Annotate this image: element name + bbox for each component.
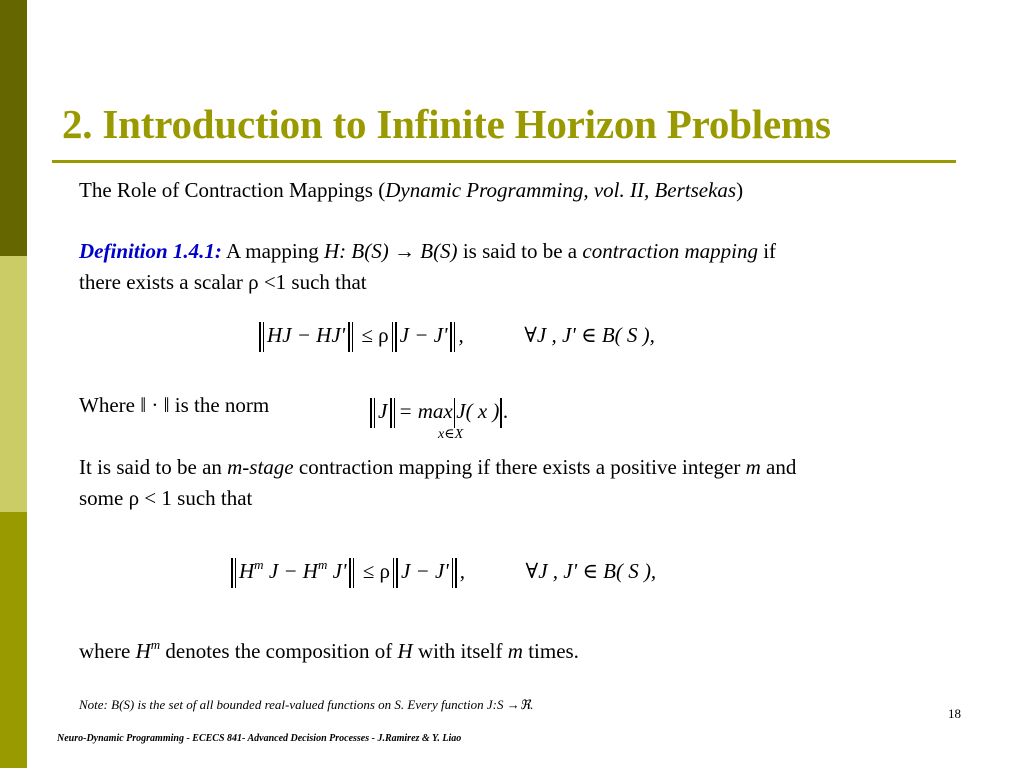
- norm-eq-max: = max: [398, 398, 453, 423]
- formula1-quantifier: ∀J , J' ∈ B( S ),: [524, 322, 655, 347]
- norm-J: J: [378, 398, 388, 423]
- mstage-text-3: and: [760, 455, 797, 479]
- mstage-line-1: [79, 452, 796, 483]
- footnote: Note: B(S) is the set of all bounded real-valued functions on S. Every function J:S →ℜ.: [79, 697, 534, 712]
- abs-bar-right: [500, 398, 502, 428]
- norm-bars-left: [258, 322, 265, 352]
- mstage-term: m-stage: [227, 455, 294, 479]
- norm-bars-open: [369, 398, 376, 428]
- max-subscript: x∈X: [438, 427, 464, 442]
- sidebar-decoration: [0, 0, 27, 768]
- formula2-mid-1: J − H: [263, 558, 318, 583]
- norm-bars-right: [347, 322, 354, 352]
- composition-line: [79, 636, 579, 667]
- definition-text-2: is said to be a: [457, 239, 583, 263]
- formula2-sup-m-1: m: [254, 556, 264, 572]
- comp-m: m: [507, 639, 523, 663]
- mstage-m: m: [745, 455, 761, 479]
- definition-text-1: A mapping: [221, 239, 325, 263]
- formula1-mid: J − J': [399, 322, 448, 347]
- formula2-comma: ,: [459, 558, 466, 583]
- formula2-leq: ≤ ρ: [362, 558, 390, 583]
- title-underline: [52, 160, 956, 163]
- norm-bars-right-4: [451, 558, 458, 588]
- definition-line-1: [79, 236, 776, 267]
- definition-line-2: there exists a scalar ρ <1 such that: [79, 270, 367, 294]
- page-number: 18: [948, 706, 961, 721]
- comp-text-2: denotes the composition of: [160, 639, 398, 663]
- contraction-formula: [256, 322, 655, 352]
- norm-arg: J( x ): [456, 398, 500, 423]
- formula1-leq: ≤ ρ: [361, 322, 389, 347]
- norm-bars-right-3: [348, 558, 355, 588]
- intro-text: The Role of Contraction Mappings (: [79, 178, 386, 202]
- norm-bars-left-3: [230, 558, 237, 588]
- comp-text-3: with itself: [412, 639, 508, 663]
- comp-text-4: times.: [522, 639, 579, 663]
- definition-label: Definition 1.4.1:: [79, 239, 222, 263]
- formula2-rhs: J − J': [400, 558, 449, 583]
- formula2-sup-m-2: m: [317, 556, 328, 572]
- slide-title: 2. Introduction to Infinite Horizon Problems: [62, 101, 831, 147]
- formula2-mid-2: J': [327, 558, 347, 583]
- comp-H: H: [135, 639, 151, 663]
- norm-formula: [367, 398, 508, 428]
- formula1-comma: ,: [458, 322, 464, 347]
- mstage-formula: [228, 558, 656, 588]
- intro-close: ): [736, 178, 744, 202]
- comp-H2: H: [397, 639, 413, 663]
- mstage-text-1: It is said to be an: [79, 455, 228, 479]
- intro-line: [79, 175, 743, 206]
- comp-sup-m: m: [150, 637, 161, 652]
- norm-intro-text: Where ‖ · ‖ is the norm: [79, 393, 270, 417]
- comp-text-1: where: [79, 639, 136, 663]
- sidebar-segment-light: [0, 256, 27, 512]
- formula2-H: H: [239, 558, 255, 583]
- mstage-text-2: contraction mapping if there exists a positive integer: [293, 455, 746, 479]
- definition-term: contraction mapping: [582, 239, 758, 263]
- definition-text-3: if: [757, 239, 777, 263]
- formula1-lhs: HJ − HJ': [267, 322, 346, 347]
- norm-bars-left-2: [391, 322, 398, 352]
- sidebar-segment-dark: [0, 0, 27, 256]
- definition-mapping: H: B(S) → B(S): [324, 239, 458, 263]
- intro-reference: Dynamic Programming, vol. II, Bertsekas: [385, 178, 737, 202]
- sidebar-segment-medium: [0, 512, 27, 768]
- mstage-line-2: some ρ < 1 such that: [79, 486, 253, 510]
- norm-bars-right-2: [449, 322, 456, 352]
- slide-footer: Neuro-Dynamic Programming - ECECS 841- Advanced Decision Processes - J.Ramirez & Y. Liao: [57, 733, 462, 744]
- norm-bars-close: [389, 398, 396, 428]
- formula2-quantifier: ∀J , J' ∈ B( S ),: [525, 558, 657, 583]
- norm-bars-left-4: [392, 558, 399, 588]
- norm-period: .: [502, 398, 509, 423]
